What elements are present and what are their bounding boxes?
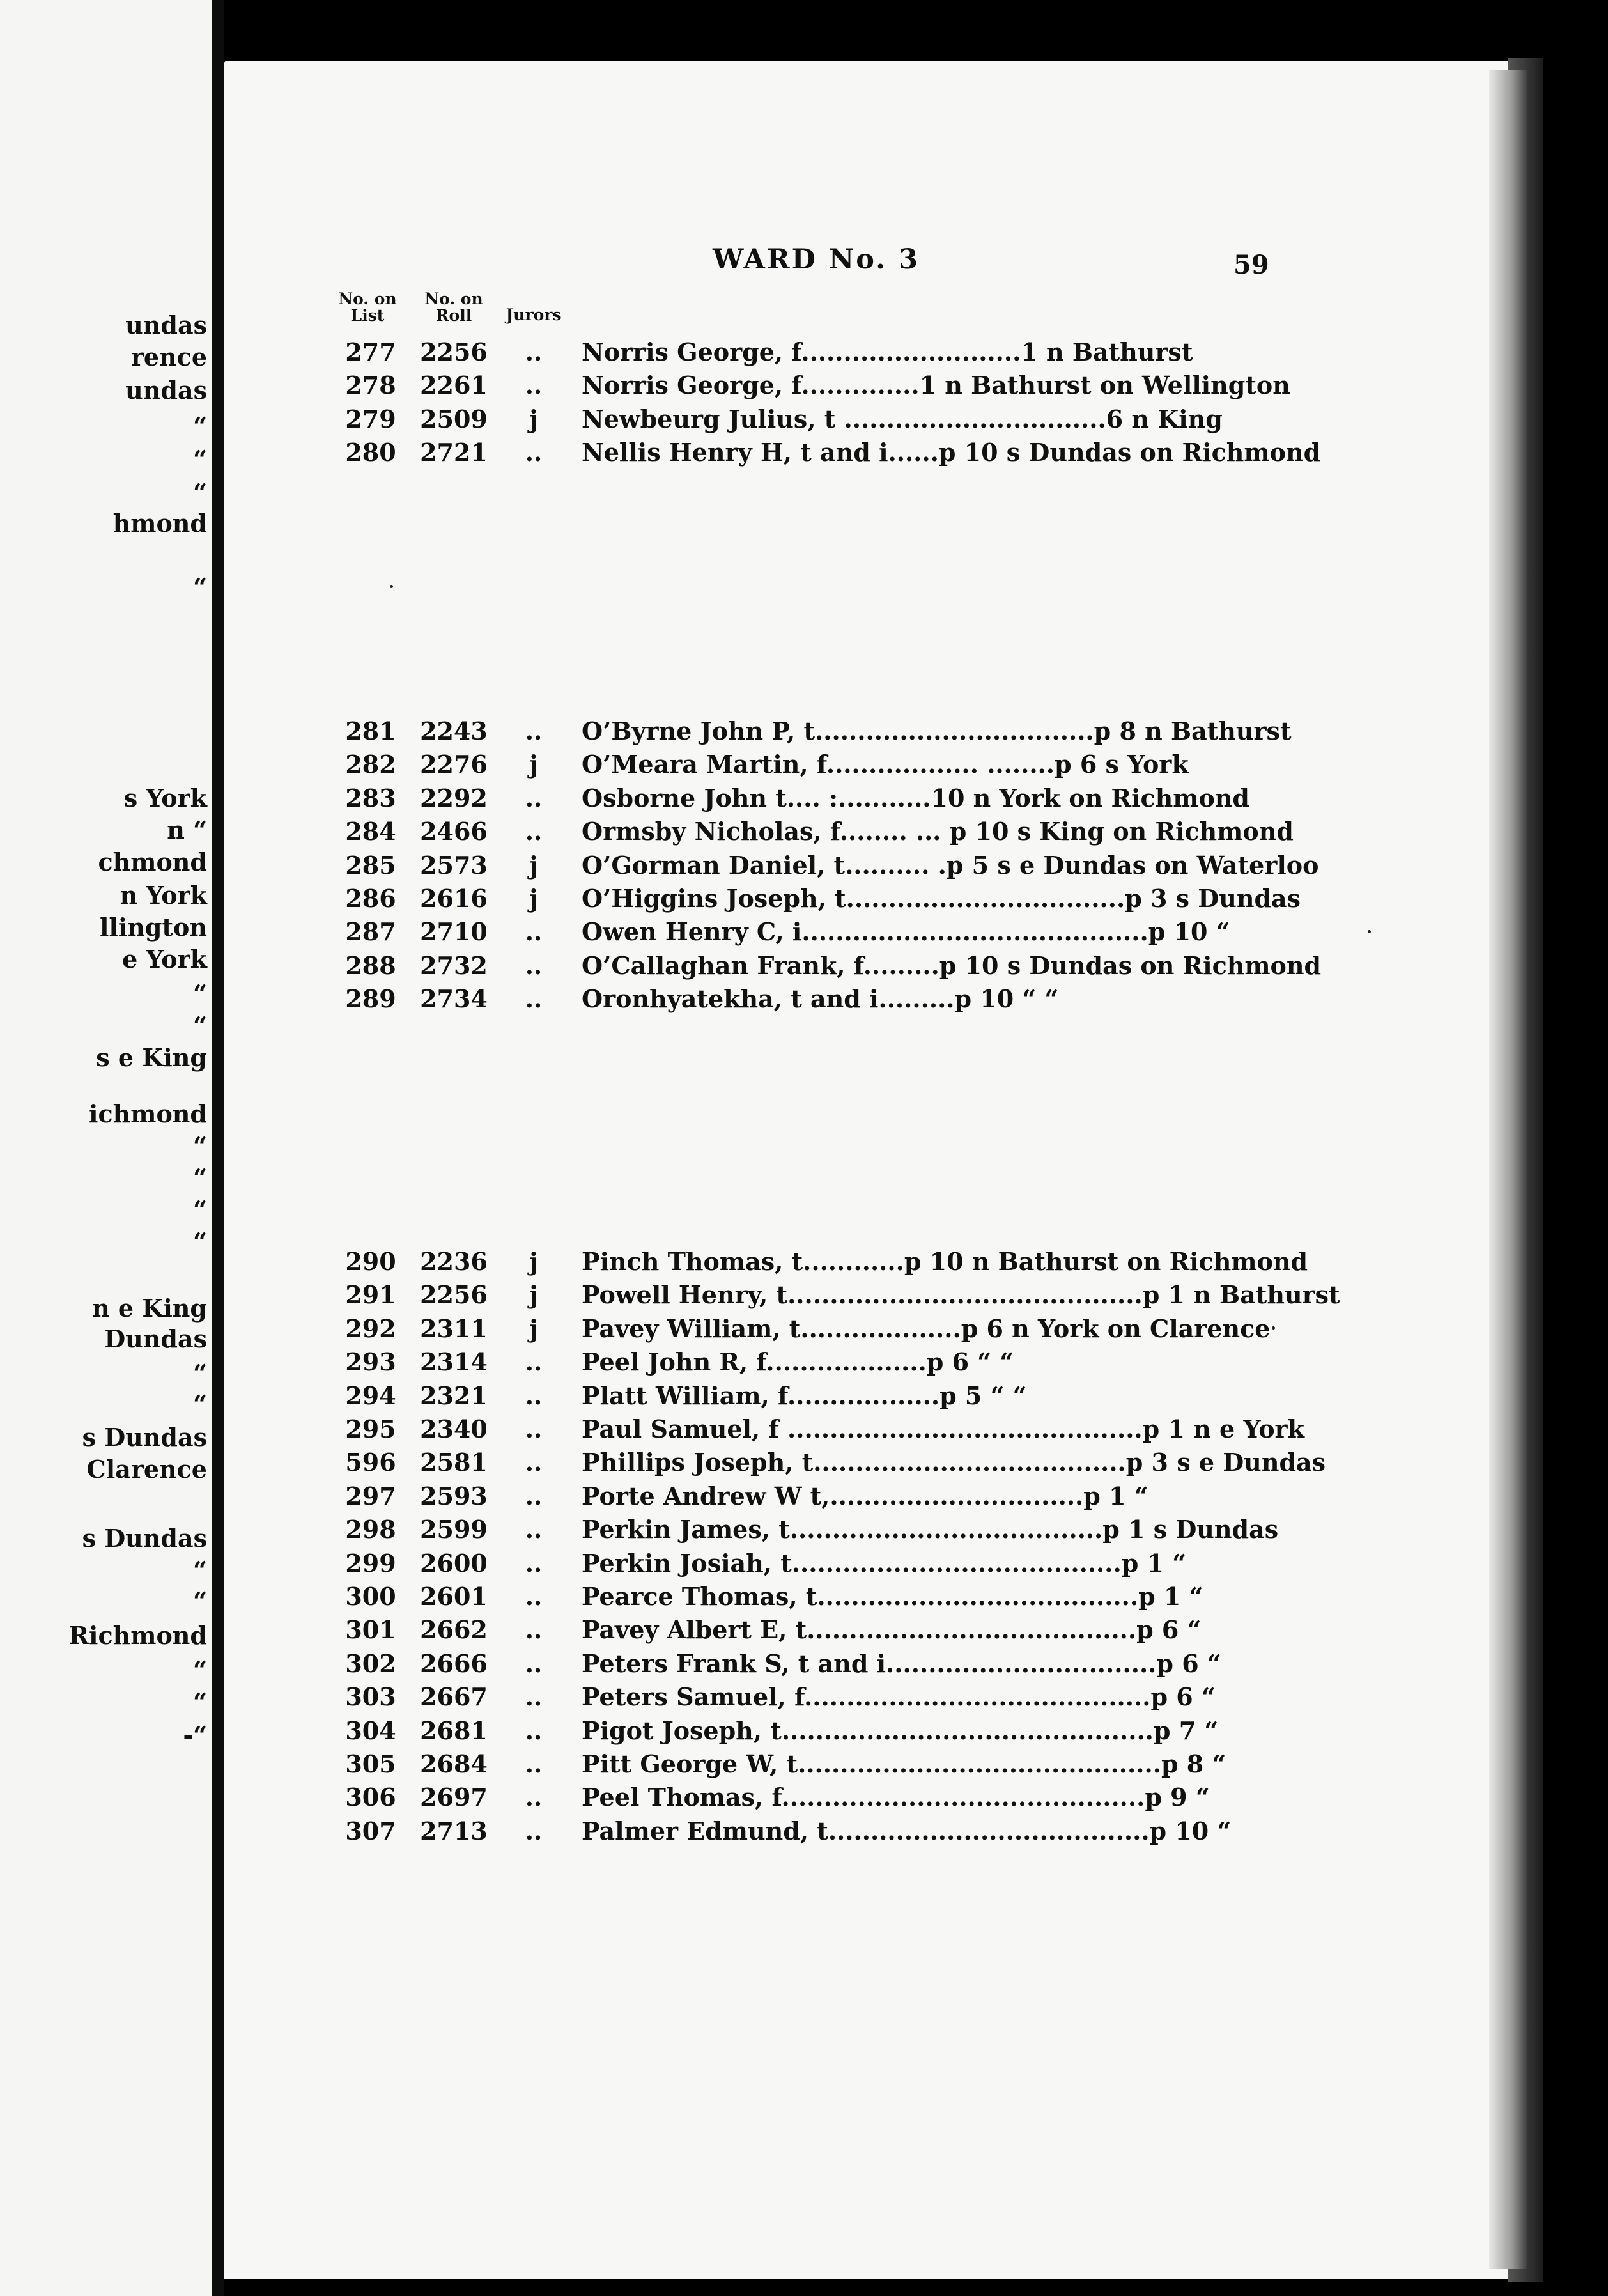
column-header-roll (409, 291, 499, 325)
roll-number: 2710 (420, 917, 488, 947)
book-gutter (212, 0, 224, 2296)
table-row (224, 1548, 1508, 1583)
list-number: 290 (345, 1247, 396, 1276)
entry-text: Pigot Joseph, t............................................p 7 “ (582, 1716, 1219, 1745)
table-row (224, 1816, 1508, 1851)
list-number: 280 (345, 438, 396, 467)
list-number: 304 (345, 1716, 396, 1745)
left-page-text-fragment: s Dundas (82, 1524, 207, 1553)
list-number: 298 (345, 1515, 396, 1544)
left-page-text-fragment: rence (130, 343, 207, 371)
jurors-mark: .. (525, 817, 543, 846)
speck (1272, 1326, 1275, 1330)
entry-text: Pearce Thomas, t......................................p 1 “ (582, 1582, 1203, 1611)
jurors-mark: .. (525, 783, 543, 812)
left-page-text-fragment: s Dundas (82, 1423, 207, 1452)
jurors-mark: j (529, 750, 538, 779)
jurors-mark: .. (525, 717, 543, 745)
table-row (224, 1682, 1508, 1717)
left-page-text-fragment: n e King (92, 1294, 207, 1323)
jurors-mark: .. (525, 917, 543, 947)
jurors-mark: .. (525, 1448, 543, 1477)
left-page-text-fragment: “ (193, 1656, 207, 1684)
list-number: 293 (345, 1347, 396, 1377)
roll-number: 2713 (420, 1816, 488, 1845)
list-number: 596 (345, 1448, 396, 1477)
jurors-mark: .. (525, 1682, 543, 1712)
roll-number: 2573 (420, 850, 488, 880)
jurors-mark: j (529, 404, 538, 433)
jurors-mark: .. (525, 1415, 543, 1443)
table-row (224, 1347, 1508, 1382)
entry-text: Pinch Thomas, t............p 10 n Bathurst on Richmond (582, 1247, 1308, 1276)
left-page-text-fragment: s e King (96, 1043, 207, 1072)
list-number: 291 (345, 1280, 396, 1310)
jurors-mark: .. (525, 1347, 543, 1377)
list-number: 302 (345, 1648, 396, 1678)
table-row (224, 819, 1508, 851)
column-header-list-line: List (350, 306, 385, 325)
list-number: 282 (345, 750, 396, 779)
entry-text: Platt William, f..................p 5 “ “ (582, 1381, 1027, 1410)
table-row (224, 1381, 1508, 1416)
table-row (224, 1481, 1508, 1516)
table-row (224, 1716, 1508, 1751)
left-page-text-fragment: “ (193, 1359, 207, 1388)
column-header-roll-line: No. on (424, 290, 483, 308)
list-number: 285 (345, 850, 396, 880)
jurors-mark: .. (525, 1716, 543, 1745)
entry-text: Pitt George W, t...........................................p 8 “ (582, 1749, 1226, 1778)
entry-text: O’Byrne John P, t.................................p 8 n Bathurst (582, 717, 1292, 745)
roll-number: 2276 (420, 750, 488, 779)
left-page-text-fragment: -“ (183, 1721, 207, 1749)
entry-text: Peel John R, f...................p 6 “ “ (582, 1347, 1014, 1377)
roll-number: 2243 (420, 717, 488, 745)
list-number: 294 (345, 1381, 396, 1410)
left-page-text-fragment: “ (193, 979, 207, 1008)
roll-number: 2734 (420, 984, 488, 1014)
roll-number: 2236 (420, 1247, 488, 1276)
left-page-text-fragment: llington (99, 913, 207, 942)
left-page-fragment (0, 0, 216, 2296)
column-header-jurors: Jurors (506, 306, 562, 324)
table-row (224, 1280, 1508, 1315)
roll-number: 2732 (420, 950, 488, 980)
entry-text: Pavey Albert E, t.......................................p 6 “ (582, 1615, 1202, 1645)
jurors-mark: j (529, 1314, 538, 1343)
jurors-mark: .. (525, 1548, 543, 1578)
roll-number: 2721 (420, 438, 488, 467)
entry-text: O’Callaghan Frank, f.........p 10 s Dundas on Richmond (582, 950, 1322, 980)
page-number: 59 (1233, 250, 1269, 280)
jurors-mark: .. (525, 1749, 543, 1778)
column-header-list (323, 291, 412, 325)
speck (1368, 930, 1371, 933)
roll-number: 2311 (420, 1314, 488, 1343)
left-page-text-fragment: undas (125, 311, 207, 339)
left-page-text-fragment: chmond (98, 848, 207, 876)
left-page-text-fragment: “ (193, 445, 207, 474)
left-page-text-fragment: “ (193, 1687, 207, 1716)
list-number: 277 (345, 337, 396, 366)
entry-text: O’Higgins Joseph, t.................................p 3 s Dundas (582, 884, 1301, 913)
left-page-text-fragment: n “ (167, 816, 207, 844)
jurors-mark: j (529, 1280, 538, 1310)
jurors-mark: .. (525, 1648, 543, 1678)
list-number: 289 (345, 984, 396, 1014)
right-page (224, 61, 1508, 2279)
list-number: 299 (345, 1548, 396, 1578)
entry-text: Phillips Joseph, t.....................................p 3 s e Dundas (582, 1448, 1326, 1477)
list-number: 303 (345, 1682, 396, 1712)
entry-text: Perkin Josiah, t.......................................p 1 “ (582, 1548, 1187, 1578)
roll-number: 2599 (420, 1515, 488, 1544)
list-number: 287 (345, 917, 396, 947)
jurors-mark: .. (525, 438, 543, 467)
jurors-mark: j (529, 884, 538, 913)
left-page-text-fragment: “ (193, 573, 207, 601)
list-number: 305 (345, 1749, 396, 1778)
column-header-list-line: No. on (338, 290, 397, 308)
table-row (224, 1450, 1508, 1482)
roll-number: 2261 (420, 371, 488, 400)
roll-number: 2681 (420, 1716, 488, 1745)
table-row (224, 440, 1508, 472)
left-page-text-fragment: s York (123, 784, 207, 812)
entry-text: Norris George, f..............1 n Bathurst on Wellington (582, 371, 1290, 400)
entry-text: Peel Thomas, f...........................................p 9 “ (582, 1783, 1210, 1812)
table-row (224, 1648, 1508, 1684)
list-number: 300 (345, 1582, 396, 1611)
list-number: 306 (345, 1783, 396, 1812)
table-row (224, 917, 1508, 952)
left-page-text-fragment: “ (193, 1011, 207, 1040)
list-number: 288 (345, 950, 396, 980)
entry-text: Owen Henry C, i.........................................p 10 “ (582, 917, 1230, 947)
entry-text: Oronhyatekha, t and i.........p 10 “ “ (582, 984, 1059, 1014)
running-head: WARD No. 3 (713, 244, 920, 275)
list-number: 307 (345, 1816, 396, 1845)
jurors-mark: .. (525, 984, 543, 1014)
table-row (224, 1517, 1508, 1549)
entry-text: Nellis Henry H, t and i......p 10 s Dundas on Richmond (582, 438, 1321, 467)
left-page-text-fragment: undas (125, 376, 207, 405)
column-header-roll-label (409, 291, 499, 325)
table-row (224, 783, 1508, 818)
left-page-text-fragment: “ (193, 1195, 207, 1224)
jurors-mark: .. (525, 1816, 543, 1845)
table-row (224, 1417, 1508, 1449)
list-number: 301 (345, 1615, 396, 1645)
column-header-list-label (323, 291, 412, 325)
roll-number: 2697 (420, 1783, 488, 1812)
left-page-text-fragment: “ (193, 478, 207, 507)
roll-number: 2601 (420, 1582, 488, 1611)
entry-text: O’Meara Martin, f.................. ........p 6 s York (582, 750, 1189, 779)
roll-number: 2509 (420, 404, 488, 433)
entry-text: Norris George, f..........................1 n Bathurst (582, 337, 1193, 366)
entry-text: O’Gorman Daniel, t.......... .p 5 s e Dundas on Waterloo (582, 850, 1319, 880)
table-row (224, 337, 1508, 372)
left-page-text-fragment: “ (193, 1227, 207, 1256)
table-row (224, 404, 1508, 439)
roll-number: 2666 (420, 1648, 488, 1678)
table-row (224, 1785, 1508, 1817)
entry-text: Perkin James, t.....................................p 1 s Dundas (582, 1515, 1279, 1544)
jurors-mark: .. (525, 1582, 543, 1611)
entry-text: Pavey William, t...................p 6 n York on Clarence (582, 1314, 1271, 1343)
entry-text: Paul Samuel, f ..........................................p 1 n e York (582, 1415, 1304, 1443)
list-number: 297 (345, 1481, 396, 1510)
list-number: 286 (345, 884, 396, 913)
left-page-text-fragment: “ (193, 1390, 207, 1418)
roll-number: 2581 (420, 1448, 488, 1477)
table-row (224, 950, 1508, 986)
list-number: 284 (345, 817, 396, 846)
left-page-text-fragment: “ (193, 1131, 207, 1160)
list-number: 292 (345, 1314, 396, 1343)
roll-number: 2667 (420, 1682, 488, 1712)
left-page-text-fragment: e York (122, 945, 207, 973)
table-row (224, 1749, 1508, 1784)
column-header-roll-line: Roll (435, 306, 472, 325)
jurors-mark: .. (525, 371, 543, 400)
roll-number: 2314 (420, 1347, 488, 1377)
entry-text: Powell Henry, t..........................................p 1 n Bathurst (582, 1280, 1340, 1310)
roll-number: 2321 (420, 1381, 488, 1410)
left-page-text-fragment: hmond (112, 509, 207, 538)
page-edge (1489, 70, 1527, 2269)
entry-text: Palmer Edmund, t......................................p 10 “ (582, 1816, 1232, 1845)
roll-number: 2593 (420, 1481, 488, 1510)
left-page-text-fragment: ichmond (89, 1099, 207, 1128)
table-row (224, 1582, 1508, 1617)
left-page-text-fragment: “ (193, 1556, 207, 1585)
table-row (224, 752, 1508, 784)
left-page-text-fragment: “ (193, 412, 207, 440)
roll-number: 2600 (420, 1548, 488, 1578)
table-row (224, 1615, 1508, 1650)
table-row (224, 373, 1508, 405)
table-row (224, 719, 1508, 751)
list-number: 278 (345, 371, 396, 400)
list-number: 283 (345, 783, 396, 812)
table-row (224, 1314, 1508, 1349)
entry-text: Peters Frank S, t and i................................p 6 “ (582, 1648, 1221, 1678)
jurors-mark: .. (525, 1381, 543, 1410)
table-row (224, 1247, 1508, 1282)
jurors-mark: .. (525, 1615, 543, 1645)
table-row (224, 850, 1508, 885)
roll-number: 2256 (420, 1280, 488, 1310)
roll-number: 2292 (420, 783, 488, 812)
jurors-mark: j (529, 1247, 538, 1276)
roll-number: 2684 (420, 1749, 488, 1778)
jurors-mark: j (529, 850, 538, 880)
entry-text: Peters Samuel, f.........................................p 6 “ (582, 1682, 1216, 1712)
left-page-text-fragment: “ (193, 1586, 207, 1615)
left-page-text-fragment: “ (193, 1163, 207, 1192)
roll-number: 2466 (420, 817, 488, 846)
list-number: 281 (345, 717, 396, 745)
left-page-text-fragment: Richmond (68, 1621, 207, 1650)
left-page-text-fragment: Clarence (86, 1455, 207, 1484)
entry-text: Newbeurg Julius, t ...............................6 n King (582, 404, 1223, 433)
speck (390, 585, 393, 588)
left-page-text-fragment: n York (120, 881, 207, 910)
table-row (224, 984, 1508, 1019)
roll-number: 2616 (420, 884, 488, 913)
left-page-text-fragment: Dundas (104, 1324, 207, 1353)
jurors-mark: .. (525, 1783, 543, 1812)
list-number: 295 (345, 1415, 396, 1443)
list-number: 279 (345, 404, 396, 433)
jurors-mark: .. (525, 950, 543, 980)
jurors-mark: .. (525, 1481, 543, 1510)
jurors-mark: .. (525, 1515, 543, 1544)
jurors-mark: .. (525, 337, 543, 366)
roll-number: 2662 (420, 1615, 488, 1645)
table-row (224, 884, 1508, 919)
entry-text: Porte Andrew W t,..............................p 1 “ (582, 1481, 1148, 1510)
entry-text: Osborne John t.... :...........10 n York on Richmond (582, 783, 1249, 812)
roll-number: 2256 (420, 337, 488, 366)
roll-number: 2340 (420, 1415, 488, 1443)
entry-text: Ormsby Nicholas, f........ ... p 10 s King on Richmond (582, 817, 1294, 846)
